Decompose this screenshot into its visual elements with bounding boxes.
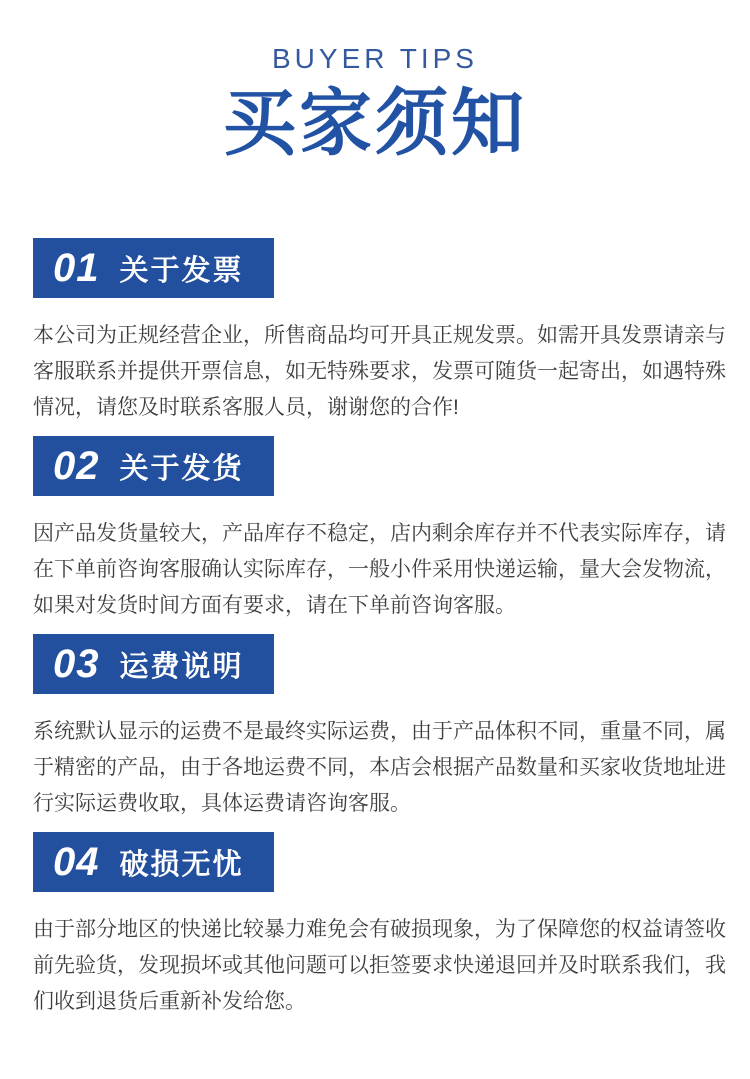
section-number: 04 bbox=[53, 839, 100, 884]
section-invoice-badge bbox=[33, 238, 274, 298]
section-body-text: 因产品发货量较大，产品库存不稳定，店内剩余库存并不代表实际库存，请在下单前咨询客服确认实际库存，一般小件采用快递运输，量大会发物流，如果对发货时间方面有要求，请在下单前咨询客服。 bbox=[33, 522, 726, 617]
section-body-text: 系统默认显示的运费不是最终实际运费，由于产品体积不同，重量不同，属于精密的产品，由于各地运费不同，本店会根据产品数量和买家收货地址进行实际运费收取，具体运费请咨询客服。 bbox=[33, 720, 726, 815]
section-freight-badge bbox=[33, 634, 274, 694]
section-title: 关于发票 bbox=[119, 254, 244, 287]
section-number: 02 bbox=[53, 443, 100, 488]
section-freight bbox=[33, 634, 727, 822]
page-title: 买家须知 bbox=[223, 83, 527, 164]
section-shipping bbox=[33, 436, 727, 624]
section-shipping-badge bbox=[33, 436, 274, 496]
section-damage-badge bbox=[33, 832, 274, 892]
page-header bbox=[0, 0, 750, 166]
section-title: 运费说明 bbox=[119, 650, 244, 683]
section-number: 01 bbox=[53, 245, 100, 290]
section-number: 03 bbox=[53, 641, 100, 686]
section-body-text: 本公司为正规经营企业，所售商品均可开具正规发票。如需开具发票请亲与客服联系并提供开票信息，如无特殊要求，发票可随货一起寄出，如遇特殊情况，请您及时联系客服人员，谢谢您的合作! bbox=[33, 324, 726, 419]
section-invoice bbox=[33, 238, 727, 426]
section-title: 破损无忧 bbox=[119, 848, 244, 881]
section-title: 关于发货 bbox=[119, 452, 244, 485]
section-damage bbox=[33, 832, 727, 1020]
sections-container bbox=[33, 238, 727, 1020]
section-body-text: 由于部分地区的快递比较暴力难免会有破损现象，为了保障您的权益请签收前先验货，发现损坏或其他问题可以拒签要求快递退回并及时联系我们，我们收到退货后重新补发给您。 bbox=[33, 918, 726, 1013]
eyebrow-text: BUYER TIPS bbox=[272, 43, 478, 74]
